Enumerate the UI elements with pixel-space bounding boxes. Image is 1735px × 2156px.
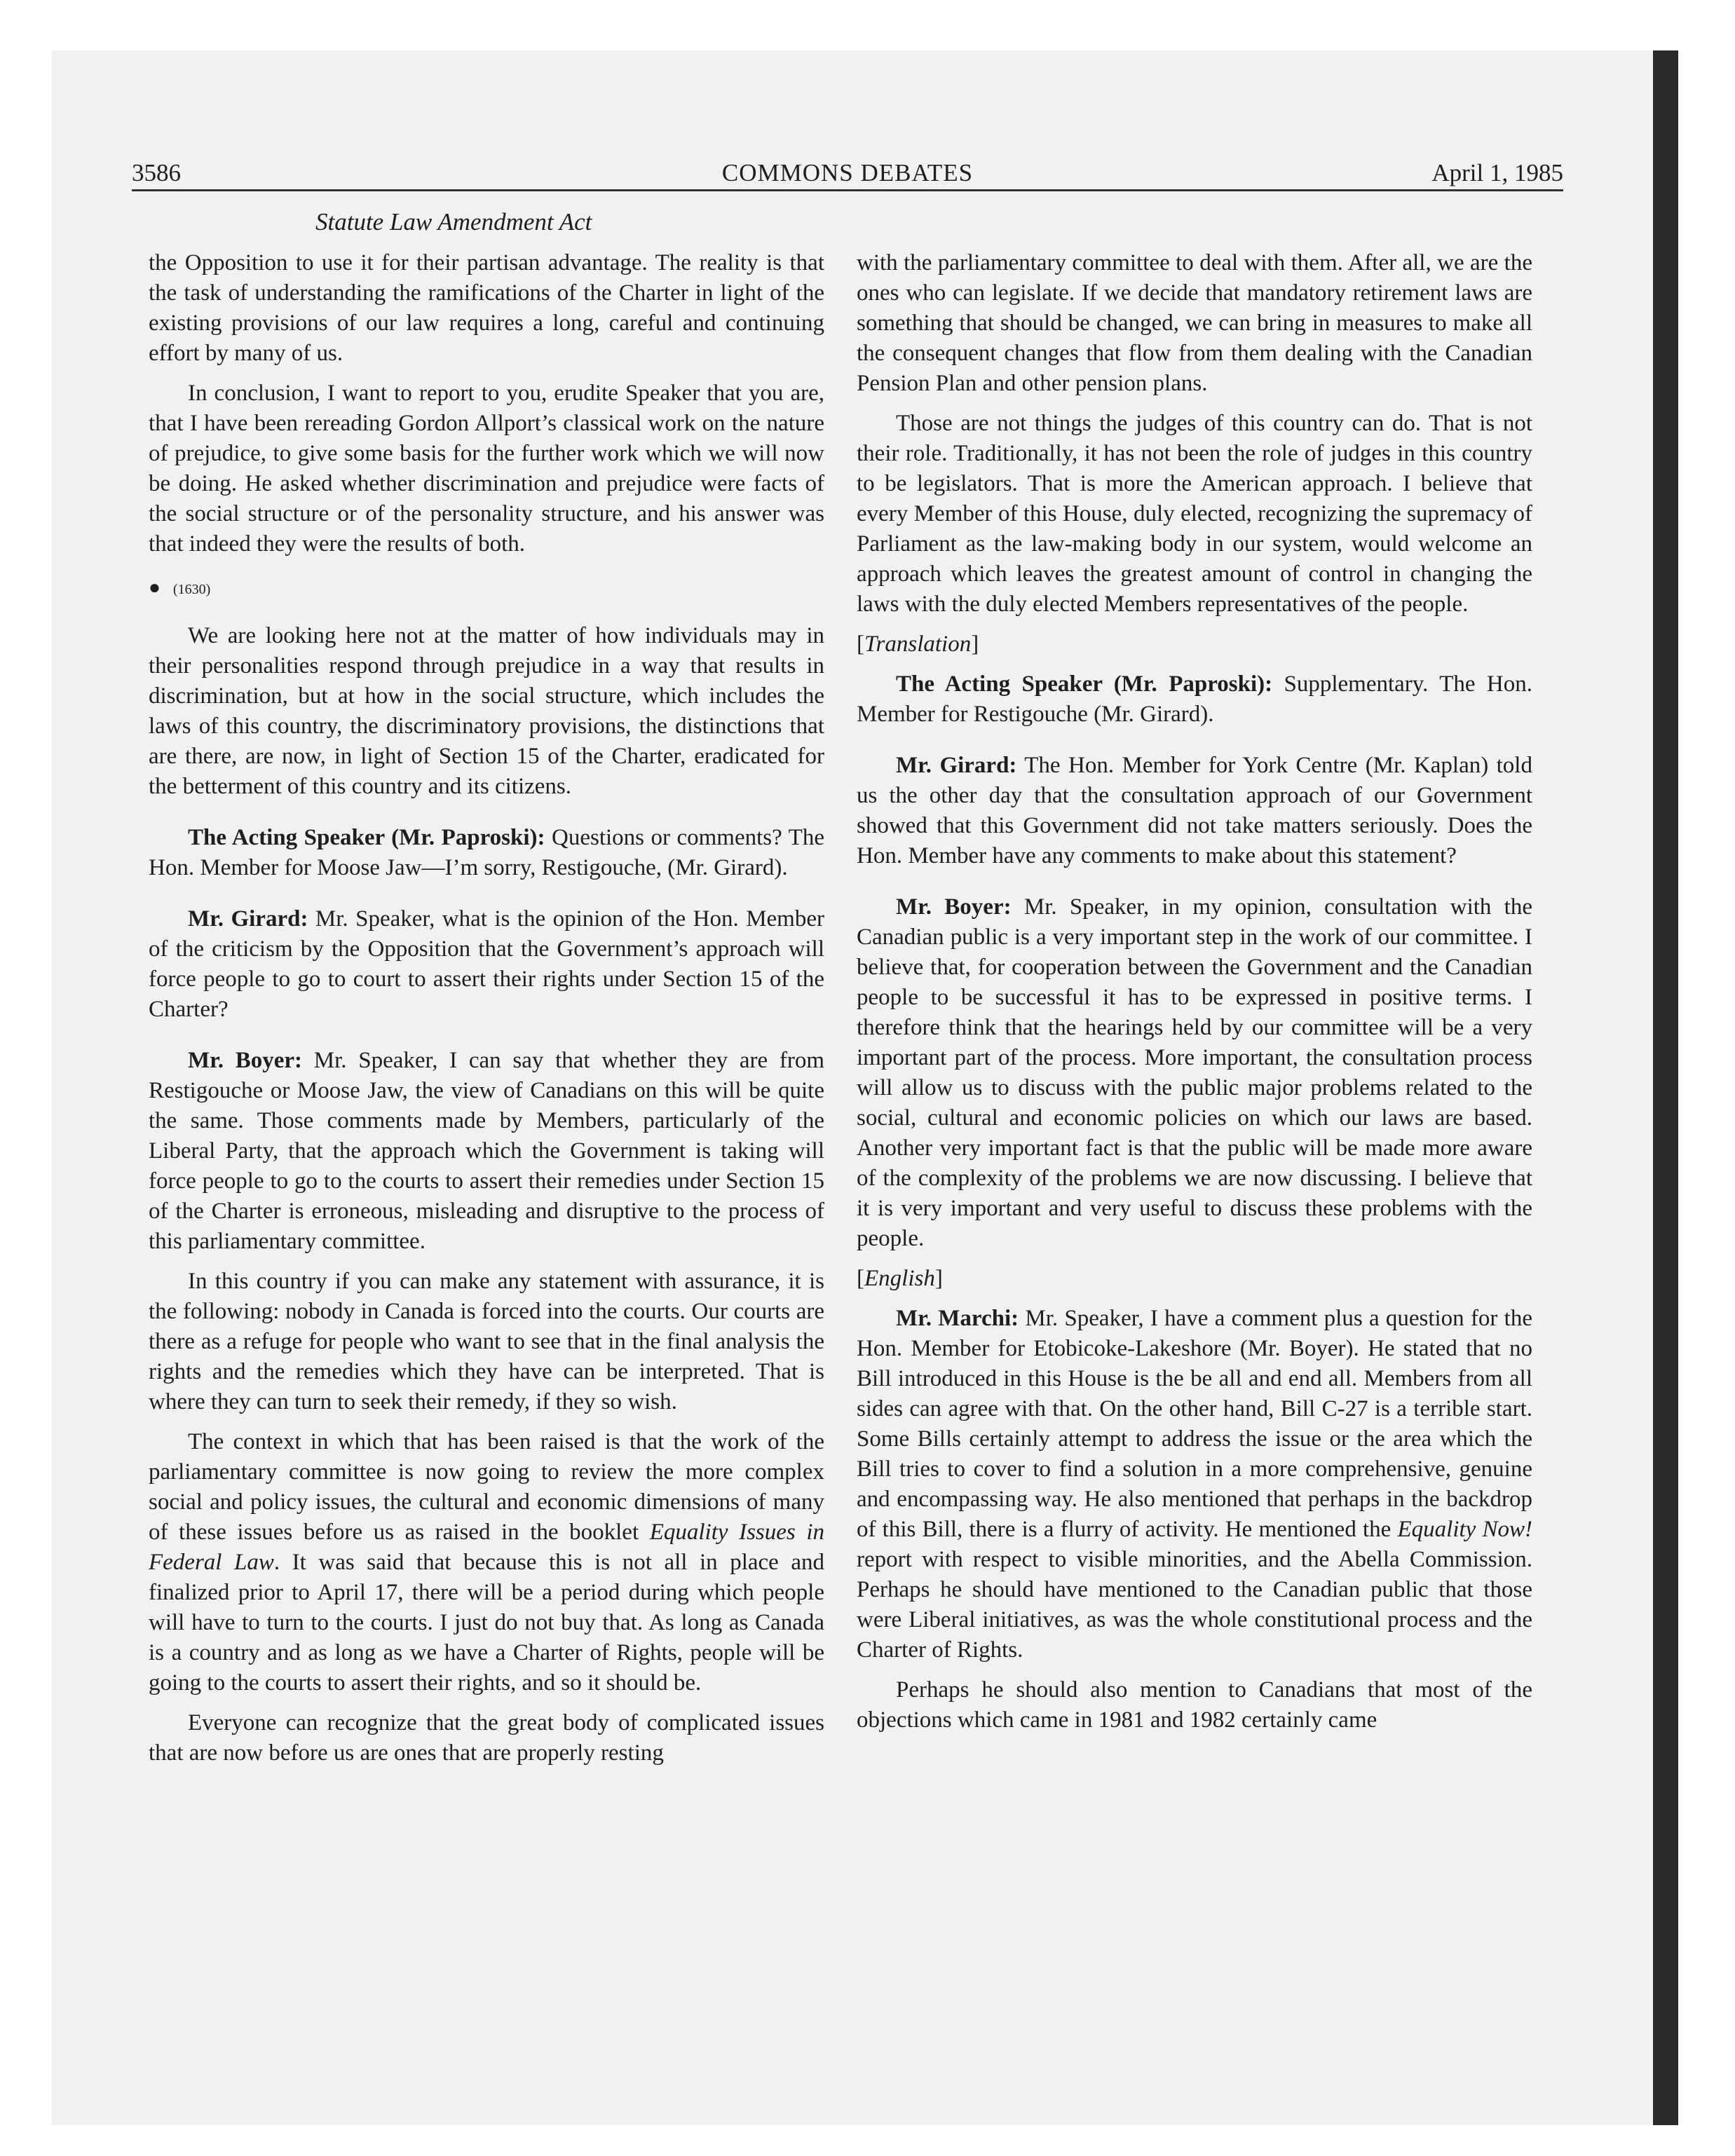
paragraph: Everyone can recognize that the great body of complicated issues that are now before us are ones that are properly resting bbox=[149, 1710, 824, 1766]
booklet-title: Equality Issues in Federal Law bbox=[149, 1520, 824, 1575]
page-header bbox=[132, 156, 1563, 191]
speech-text: . It was said that because this is not all in place and finalized prior to April 17, there will be a period during which people will have to turn to the courts. I just do not buy that. As long as Canada is a country and as long as we have a Charter of Rights, people will be going to the courts to assert their rights, and so it should be. bbox=[149, 1550, 824, 1696]
page-number: 3586 bbox=[132, 159, 181, 186]
paragraph: the Opposition to use it for their partisan advantage. The reality is that the task of understanding the ramifications of the Charter in light of the existing provisions of our law requires a long, careful and continuing effort by many of us. bbox=[149, 250, 824, 366]
speech-text: Mr. Speaker, I can say that whether they are from Restigouche or Moose Jaw, the view of Canadians on this will be quite the same. Those comments made by Members, particularly of the Liberal Party, that the approach which the Government is taking will force people to go to the courts to assert their remedies under Section 15 of the Charter is erroneous, misleading and disruptive to the process of this parliamentary committee. bbox=[149, 1048, 824, 1254]
speech-text: report with respect to visible minorities, and the Abella Commission. Perhaps he should have mentioned to the Canadian public that those were Liberal initiatives, as was the whole constitutional process and the Charter of Rights. bbox=[857, 1547, 1532, 1663]
paragraph bbox=[857, 751, 1532, 871]
time-marker bbox=[149, 578, 824, 600]
speech-text: Supplementary. The Hon. Member for Restigouche (Mr. Girard). bbox=[857, 671, 1533, 727]
publication-title: COMMONS DEBATES bbox=[721, 159, 974, 186]
speech-text: Questions or comments? The Hon. Member for Moose Jaw—I’m sorry, Restigouche, (Mr. Girard). bbox=[149, 825, 824, 880]
speaker-name: The Acting Speaker (Mr. Paproski): bbox=[896, 671, 1273, 697]
paragraph bbox=[857, 1304, 1532, 1665]
left-column bbox=[149, 248, 824, 1778]
speech-text: Mr. Speaker, in my opinion, consultation with the Canadian public is a very important step in the work of our committee. I believe that, for cooperation between the Government and the Canadian people to be successful it has to be expressed in positive terms. I therefore think that the hearings held by our committee will be a very important part of the process. More important, the consultation process will allow us to discuss with the public major problems related to the social, cultural and economic policies on which our laws are based. Another very important fact is that the public will be made more aware of the complexity of the problems we are now discussing. I believe that it is very important and very useful to discuss these problems with the people. bbox=[857, 894, 1532, 1251]
speech-text: Mr. Speaker, I have a comment plus a question for the Hon. Member for Etobicoke-Lakeshore (Mr. Boyer). He stated that no Bill introduced in this House is the be all and end all. Members from all sides can agree with that. On the other hand, Bill C-27 is a terrible start. Some Bills certainly attempt to address the issue or the area which the Bill tries to cover to find a solution in a more comprehensive, genuine and encompassing way. He also mentioned that perhaps in the backdrop of this Bill, there is a flurry of activity. He mentioned the bbox=[857, 1306, 1532, 1542]
speech-text: Mr. Speaker, what is the opinion of the Hon. Member of the criticism by the Opposition that the Government’s approach will force people to go to court to assert their rights under Section 15 of the Charter? bbox=[149, 906, 824, 1022]
paragraph bbox=[857, 669, 1532, 730]
speaker-name: Mr. Girard: bbox=[896, 753, 1017, 778]
paragraph: Perhaps he should also mention to Canadians that most of the objections which came in 1981 and 1982 certainly came bbox=[857, 1677, 1532, 1733]
time-marker-label: (1630) bbox=[172, 582, 211, 597]
paragraph bbox=[149, 1427, 824, 1698]
bullet-icon: ● bbox=[149, 577, 161, 599]
language-marker: [Translation] bbox=[857, 632, 979, 657]
paragraph bbox=[149, 1046, 824, 1257]
debate-subject: Statute Law Amendment Act bbox=[315, 208, 592, 236]
paragraph bbox=[857, 892, 1532, 1254]
language-label: Translation bbox=[864, 632, 972, 657]
speaker-name: Mr. Girard: bbox=[188, 906, 308, 932]
paragraph: Those are not things the judges of this country can do. That is not their role. Traditionally, it has not been the role of judges in this country to be legislators. That is more the American approach. I believe that every Member of this House, duly elected, recognizing the supremacy of Parliament as the law-making body in our system, would welcome an approach which leaves the greatest amount of control in changing the laws with the duly elected Members representatives of the people. bbox=[857, 411, 1532, 617]
right-column bbox=[857, 248, 1532, 1745]
paragraph: In this country if you can make any statement with assurance, it is the following: nobody in Canada is forced into the courts. Our courts are there as a refuge for people who want to see that in the final analysis the rights and the remedies which they have can be interpreted. That is where they can turn to seek their remedy, if they so wish. bbox=[149, 1269, 824, 1414]
language-label: English bbox=[864, 1266, 935, 1291]
paragraph bbox=[149, 904, 824, 1025]
speech-text: The context in which that has been raised is that the work of the parliamentary committee is now going to review the more complex social and policy issues, the cultural and economic dimensions of many of these issues before us as raised in the booklet bbox=[149, 1429, 824, 1545]
header-rule bbox=[132, 189, 1563, 191]
language-marker: [English] bbox=[857, 1266, 943, 1291]
speaker-name: Mr. Boyer: bbox=[188, 1048, 303, 1073]
paragraph: We are looking here not at the matter of how individuals may in their personalities respond through prejudice in a way that results in discrimination, but at how in the social structure, which includes the laws of this country, the discriminatory provisions, the distinctions that are there, are now, in light of Section 15 of the Charter, eradicated for the betterment of this country and its citizens. bbox=[149, 623, 824, 799]
speech-text: The Hon. Member for York Centre (Mr. Kaplan) told us the other day that the consultation approach of our Government showed that this Government did not take matters seriously. Does the Hon. Member have any comments to make about this statement? bbox=[857, 753, 1532, 868]
speaker-name: The Acting Speaker (Mr. Paproski): bbox=[188, 825, 545, 850]
speaker-name: Mr. Marchi: bbox=[896, 1306, 1019, 1331]
scan-edge-bar bbox=[1653, 50, 1678, 2125]
speaker-name: Mr. Boyer: bbox=[896, 894, 1012, 920]
report-title: Equality Now! bbox=[1397, 1517, 1532, 1542]
publication-date: April 1, 1985 bbox=[1431, 159, 1563, 186]
paragraph: In conclusion, I want to report to you, erudite Speaker that you are, that I have been rereading Gordon Allport’s classical work on the nature of prejudice, to give some basis for the further work which we will now be doing. He asked whether discrimination and prejudice were facts of the social structure or of the personality structure, and his answer was that indeed they were the results of both. bbox=[149, 381, 824, 557]
paragraph: with the parliamentary committee to deal with them. After all, we are the ones who can legislate. If we decide that mandatory retirement laws are something that should be changed, we can bring in measures to make all the consequent changes that flow from them dealing with the Canadian Pension Plan and other pension plans. bbox=[857, 250, 1532, 396]
paragraph bbox=[149, 823, 824, 883]
